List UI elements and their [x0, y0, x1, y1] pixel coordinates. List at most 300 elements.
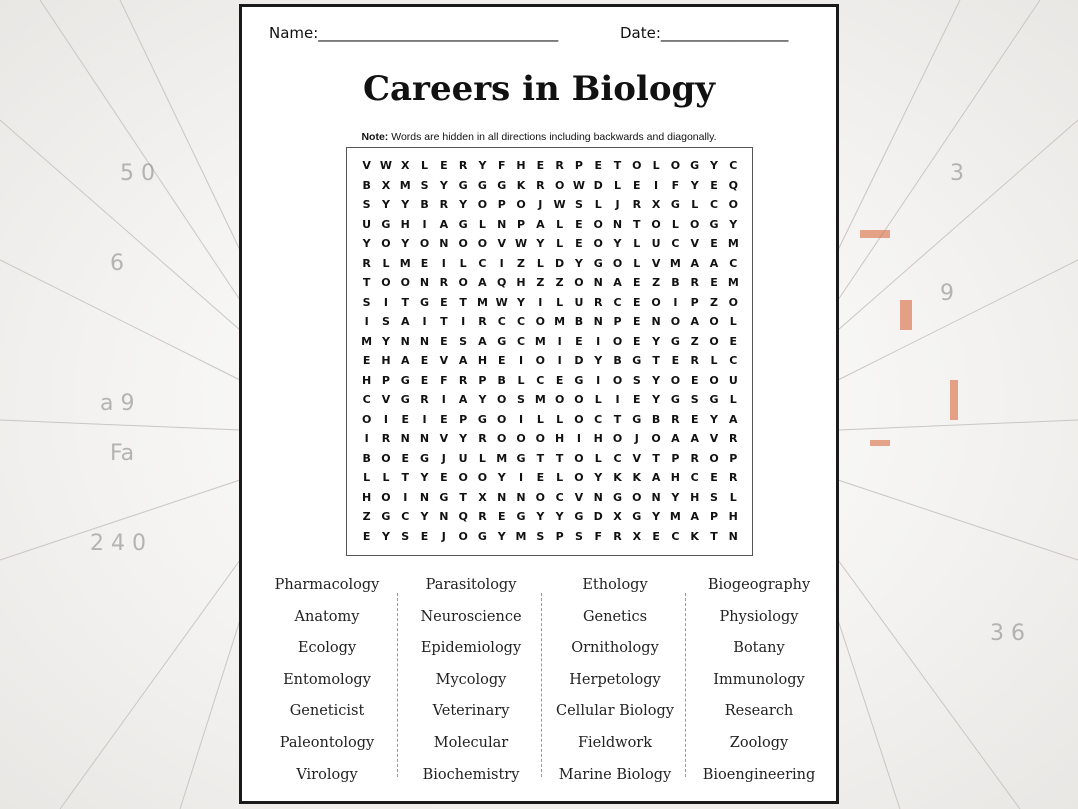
grid-letter[interactable]: O [612, 256, 623, 270]
grid-letter[interactable]: I [596, 334, 601, 348]
grid-letter[interactable]: R [555, 159, 564, 172]
grid-letter[interactable]: R [690, 451, 699, 465]
grid-letter[interactable]: M [476, 295, 488, 309]
grid-letter[interactable]: X [632, 529, 642, 543]
grid-letter[interactable]: M [669, 510, 681, 523]
grid-letter[interactable]: X [478, 490, 487, 504]
grid-letter[interactable]: N [400, 432, 410, 445]
grid-letter[interactable]: Y [594, 354, 603, 367]
grid-letter[interactable]: Z [536, 276, 545, 289]
grid-letter[interactable]: A [690, 432, 699, 445]
grid-letter[interactable]: I [518, 471, 524, 484]
grid-letter[interactable]: O [574, 451, 584, 465]
grid-letter[interactable]: P [709, 510, 719, 523]
grid-letter[interactable]: W [553, 198, 566, 211]
grid-letter[interactable]: M [534, 334, 546, 348]
grid-letter[interactable]: C [401, 510, 410, 523]
grid-letter[interactable]: G [612, 490, 623, 504]
grid-letter[interactable]: A [709, 256, 719, 270]
grid-letter[interactable]: B [651, 412, 661, 426]
grid-letter[interactable]: K [632, 471, 642, 484]
grid-letter[interactable]: Y [420, 471, 429, 484]
grid-letter[interactable]: O [419, 237, 430, 250]
grid-letter[interactable]: J [441, 451, 446, 465]
grid-letter[interactable]: L [556, 217, 564, 231]
grid-letter[interactable]: E [671, 354, 680, 367]
grid-letter[interactable]: S [517, 393, 525, 406]
grid-letter[interactable]: O [458, 276, 468, 289]
grid-letter[interactable]: C [729, 354, 738, 367]
grid-letter[interactable]: V [362, 159, 371, 172]
grid-letter[interactable]: Y [729, 217, 738, 231]
grid-letter[interactable]: K [690, 529, 699, 543]
grid-letter[interactable]: S [710, 490, 718, 504]
grid-letter[interactable]: J [634, 432, 639, 445]
grid-letter[interactable]: O [690, 217, 700, 231]
grid-letter[interactable]: R [478, 432, 487, 445]
grid-letter[interactable]: S [574, 529, 583, 543]
grid-letter[interactable]: Z [517, 256, 526, 270]
grid-letter[interactable]: O [535, 315, 545, 328]
grid-letter[interactable]: T [536, 451, 545, 465]
grid-letter[interactable]: G [632, 412, 642, 426]
grid-letter[interactable]: L [691, 198, 699, 211]
grid-letter[interactable]: O [593, 217, 603, 231]
grid-letter[interactable]: N [497, 490, 507, 504]
grid-letter[interactable]: L [594, 393, 602, 406]
grid-letter[interactable]: T [613, 412, 622, 426]
grid-letter[interactable]: L [382, 471, 390, 484]
grid-letter[interactable]: L [556, 295, 564, 309]
grid-letter[interactable]: E [440, 334, 448, 348]
grid-letter[interactable]: I [383, 295, 388, 309]
grid-letter[interactable]: I [461, 315, 466, 328]
grid-letter[interactable]: E [575, 334, 583, 348]
grid-letter[interactable]: T [440, 315, 448, 328]
grid-letter[interactable]: G [516, 451, 526, 465]
grid-letter[interactable]: G [670, 393, 680, 406]
grid-letter[interactable]: R [420, 393, 429, 406]
grid-letter[interactable]: C [362, 393, 371, 406]
grid-letter[interactable]: I [557, 334, 562, 348]
grid-letter[interactable]: S [690, 393, 699, 406]
grid-letter[interactable]: N [439, 510, 449, 523]
grid-letter[interactable]: O [612, 334, 623, 348]
grid-letter[interactable]: A [478, 276, 487, 289]
grid-letter[interactable]: V [439, 354, 449, 367]
grid-letter[interactable]: H [690, 490, 700, 504]
grid-letter[interactable]: C [516, 334, 526, 348]
grid-letter[interactable]: A [536, 217, 545, 231]
grid-letter[interactable]: E [420, 529, 429, 543]
grid-letter[interactable]: E [440, 471, 448, 484]
grid-letter[interactable]: G [593, 256, 603, 270]
grid-letter[interactable]: I [518, 412, 524, 426]
grid-letter[interactable]: N [728, 529, 738, 543]
grid-letter[interactable]: P [690, 295, 699, 309]
grid-letter[interactable]: K [613, 471, 622, 484]
grid-letter[interactable]: N [419, 490, 430, 504]
grid-letter[interactable]: E [420, 256, 429, 270]
grid-letter[interactable]: R [593, 295, 603, 309]
grid-letter[interactable]: Y [671, 490, 680, 504]
grid-letter[interactable]: H [400, 217, 410, 231]
grid-letter[interactable]: Y [401, 198, 410, 211]
grid-letter[interactable]: F [594, 529, 602, 543]
grid-letter[interactable]: R [690, 276, 699, 289]
grid-letter[interactable]: R [729, 432, 738, 445]
grid-letter[interactable]: R [439, 276, 449, 289]
grid-letter[interactable]: L [594, 198, 602, 211]
grid-letter[interactable]: B [362, 451, 371, 465]
grid-letter[interactable]: A [690, 256, 699, 270]
grid-letter[interactable]: Y [574, 256, 583, 270]
grid-letter[interactable]: U [651, 237, 661, 250]
grid-letter[interactable]: R [613, 529, 622, 543]
grid-letter[interactable]: N [439, 237, 449, 250]
grid-letter[interactable]: I [422, 412, 427, 426]
grid-letter[interactable]: M [399, 178, 411, 192]
grid-letter[interactable]: L [729, 315, 737, 328]
grid-letter[interactable]: C [729, 256, 738, 270]
grid-letter[interactable]: Z [710, 295, 718, 309]
grid-letter[interactable]: G [477, 178, 487, 192]
grid-letter[interactable]: Q [497, 276, 507, 289]
grid-letter[interactable]: Y [362, 237, 371, 250]
grid-letter[interactable]: G [381, 510, 391, 523]
grid-letter[interactable]: G [477, 412, 487, 426]
grid-letter[interactable]: S [381, 315, 390, 328]
grid-letter[interactable]: H [593, 432, 603, 445]
grid-letter[interactable]: F [671, 178, 680, 192]
grid-letter[interactable]: R [671, 412, 680, 426]
grid-letter[interactable]: O [651, 295, 661, 309]
grid-letter[interactable]: P [497, 198, 506, 211]
grid-letter[interactable]: A [690, 315, 699, 328]
grid-letter[interactable]: E [633, 315, 641, 328]
grid-letter[interactable]: T [459, 490, 467, 504]
grid-letter[interactable]: C [594, 412, 603, 426]
grid-letter[interactable]: O [632, 159, 642, 172]
grid-letter[interactable]: C [671, 529, 680, 543]
grid-letter[interactable]: Y [401, 237, 410, 250]
grid-letter[interactable]: Y [652, 393, 661, 406]
grid-letter[interactable]: L [363, 471, 371, 484]
grid-letter[interactable]: I [615, 393, 620, 406]
grid-letter[interactable]: H [362, 490, 372, 504]
grid-letter[interactable]: X [613, 510, 622, 523]
grid-letter[interactable]: N [419, 432, 430, 445]
grid-letter[interactable]: W [379, 159, 393, 172]
grid-letter[interactable]: M [669, 256, 681, 270]
grid-letter[interactable]: O [574, 412, 584, 426]
grid-letter[interactable]: Y [594, 471, 603, 484]
grid-letter[interactable]: G [516, 510, 526, 523]
grid-letter[interactable]: V [632, 451, 642, 465]
grid-letter[interactable]: V [381, 393, 391, 406]
grid-letter[interactable]: T [555, 451, 564, 465]
grid-letter[interactable]: L [556, 412, 564, 426]
grid-letter[interactable]: E [710, 276, 718, 289]
grid-letter[interactable]: O [458, 237, 468, 250]
grid-letter[interactable]: Y [439, 178, 448, 192]
grid-letter[interactable]: P [555, 529, 564, 543]
grid-letter[interactable]: C [729, 159, 738, 172]
grid-letter[interactable]: Z [652, 276, 661, 289]
grid-letter[interactable]: G [420, 451, 430, 465]
grid-letter[interactable]: I [596, 373, 601, 387]
grid-letter[interactable]: E [440, 295, 448, 309]
grid-letter[interactable]: R [381, 432, 391, 445]
grid-letter[interactable]: R [362, 256, 371, 270]
grid-letter[interactable]: L [594, 451, 602, 465]
grid-letter[interactable]: I [364, 432, 369, 445]
grid-letter[interactable]: Y [613, 237, 622, 250]
grid-letter[interactable]: O [381, 451, 391, 465]
grid-letter[interactable]: E [420, 354, 429, 367]
grid-letter[interactable]: S [459, 334, 468, 348]
grid-letter[interactable]: X [381, 178, 391, 192]
grid-letter[interactable]: O [458, 529, 468, 543]
grid-letter[interactable]: Z [362, 510, 371, 523]
grid-letter[interactable]: N [612, 217, 623, 231]
grid-letter[interactable]: T [652, 451, 660, 465]
grid-letter[interactable]: D [555, 256, 565, 270]
grid-letter[interactable]: E [633, 178, 641, 192]
grid-letter[interactable]: A [613, 276, 622, 289]
grid-letter[interactable]: R [458, 159, 468, 172]
grid-letter[interactable]: Z [690, 334, 699, 348]
grid-letter[interactable]: F [440, 373, 448, 387]
grid-letter[interactable]: G [477, 529, 487, 543]
grid-letter[interactable]: G [497, 178, 507, 192]
grid-letter[interactable]: P [516, 217, 526, 231]
grid-letter[interactable]: H [728, 510, 738, 523]
grid-letter[interactable]: O [381, 490, 391, 504]
grid-letter[interactable]: G [670, 198, 680, 211]
grid-letter[interactable]: L [517, 373, 525, 387]
grid-letter[interactable]: T [710, 529, 718, 543]
grid-letter[interactable]: N [419, 276, 430, 289]
grid-letter[interactable]: Q [728, 178, 738, 192]
grid-letter[interactable]: G [690, 159, 700, 172]
grid-letter[interactable]: H [555, 432, 565, 445]
grid-letter[interactable]: O [497, 412, 507, 426]
grid-letter[interactable]: H [362, 373, 372, 387]
grid-letter[interactable]: W [572, 178, 585, 192]
grid-letter[interactable]: G [400, 393, 410, 406]
grid-letter[interactable]: T [362, 276, 371, 289]
grid-letter[interactable]: Y [459, 198, 468, 211]
grid-letter[interactable]: L [536, 256, 544, 270]
grid-letter[interactable]: C [671, 237, 680, 250]
grid-letter[interactable]: O [400, 276, 410, 289]
grid-letter[interactable]: O [632, 490, 642, 504]
grid-letter[interactable]: B [671, 276, 680, 289]
grid-letter[interactable]: O [612, 373, 623, 387]
grid-letter[interactable]: I [654, 178, 659, 192]
grid-letter[interactable]: O [709, 373, 719, 387]
grid-letter[interactable]: I [576, 432, 581, 445]
grid-letter[interactable]: N [400, 334, 410, 348]
grid-letter[interactable]: W [514, 237, 528, 250]
grid-letter[interactable]: E [690, 412, 699, 426]
grid-letter[interactable]: O [497, 432, 507, 445]
grid-letter[interactable]: A [690, 510, 699, 523]
grid-letter[interactable]: L [478, 451, 486, 465]
grid-letter[interactable]: E [652, 529, 660, 543]
grid-letter[interactable]: Y [536, 510, 545, 523]
grid-letter[interactable]: O [535, 490, 545, 504]
grid-letter[interactable]: Y [652, 510, 661, 523]
grid-letter[interactable]: C [709, 198, 719, 211]
grid-letter[interactable]: Y [497, 471, 506, 484]
grid-letter[interactable]: E [710, 471, 718, 484]
grid-letter[interactable]: M [554, 315, 566, 328]
grid-letter[interactable]: I [441, 393, 446, 406]
grid-letter[interactable]: L [710, 354, 718, 367]
grid-letter[interactable]: M [727, 276, 739, 289]
grid-letter[interactable]: R [439, 198, 449, 211]
grid-letter[interactable]: L [633, 237, 641, 250]
grid-letter[interactable]: I [383, 412, 388, 426]
grid-letter[interactable]: L [478, 217, 486, 231]
grid-letter[interactable]: G [709, 393, 719, 406]
grid-letter[interactable]: E [633, 276, 641, 289]
grid-letter[interactable]: L [729, 490, 737, 504]
grid-letter[interactable]: C [555, 490, 564, 504]
grid-letter[interactable]: E [575, 237, 583, 250]
grid-letter[interactable]: O [709, 451, 719, 465]
grid-letter[interactable]: N [651, 490, 661, 504]
grid-letter[interactable]: A [478, 334, 487, 348]
grid-letter[interactable]: J [441, 529, 446, 543]
grid-letter[interactable]: V [439, 432, 449, 445]
grid-letter[interactable]: E [497, 354, 506, 367]
grid-letter[interactable]: O [381, 276, 391, 289]
grid-letter[interactable]: O [728, 198, 738, 211]
grid-letter[interactable]: F [497, 159, 506, 172]
grid-letter[interactable]: O [497, 393, 507, 406]
grid-letter[interactable]: G [632, 354, 642, 367]
grid-letter[interactable]: C [478, 256, 487, 270]
grid-letter[interactable]: V [690, 237, 699, 250]
grid-letter[interactable]: E [362, 354, 371, 367]
grid-letter[interactable]: A [400, 354, 410, 367]
grid-letter[interactable]: E [633, 295, 641, 309]
grid-letter[interactable]: O [516, 432, 526, 445]
grid-letter[interactable]: O [728, 295, 738, 309]
grid-letter[interactable]: Y [652, 373, 661, 387]
grid-letter[interactable]: H [516, 159, 526, 172]
grid-letter[interactable]: P [574, 159, 583, 172]
grid-letter[interactable]: Y [710, 412, 718, 426]
grid-letter[interactable]: P [459, 412, 468, 426]
grid-letter[interactable]: M [515, 529, 527, 543]
grid-letter[interactable]: B [420, 198, 429, 211]
grid-letter[interactable]: O [477, 471, 488, 484]
grid-letter[interactable]: O [651, 217, 661, 231]
grid-letter[interactable]: B [613, 354, 622, 367]
grid-letter[interactable]: R [729, 471, 738, 484]
grid-letter[interactable]: H [477, 354, 488, 367]
grid-letter[interactable]: M [534, 393, 546, 406]
grid-letter[interactable]: L [652, 159, 660, 172]
grid-letter[interactable]: N [593, 490, 603, 504]
grid-letter[interactable]: E [690, 373, 699, 387]
grid-letter[interactable]: G [670, 334, 680, 348]
grid-letter[interactable]: N [497, 217, 507, 231]
grid-letter[interactable]: J [615, 198, 620, 211]
grid-letter[interactable]: L [421, 159, 429, 172]
grid-letter[interactable]: Q [458, 510, 468, 523]
grid-letter[interactable]: L [614, 178, 622, 192]
grid-letter[interactable]: O [670, 373, 681, 387]
grid-letter[interactable]: C [516, 315, 526, 328]
grid-letter[interactable]: K [516, 178, 526, 192]
grid-letter[interactable]: P [671, 451, 680, 465]
grid-letter[interactable]: E [594, 159, 602, 172]
grid-letter[interactable]: S [536, 529, 545, 543]
grid-letter[interactable]: I [673, 295, 678, 309]
grid-letter[interactable]: O [554, 393, 565, 406]
grid-letter[interactable]: A [458, 393, 468, 406]
grid-letter[interactable]: C [497, 315, 506, 328]
grid-letter[interactable]: R [458, 373, 468, 387]
grid-letter[interactable]: U [728, 373, 738, 387]
grid-letter[interactable]: G [574, 373, 584, 387]
grid-letter[interactable]: E [633, 334, 641, 348]
grid-letter[interactable]: Z [555, 276, 564, 289]
grid-letter[interactable]: T [401, 295, 409, 309]
grid-letter[interactable]: O [709, 315, 719, 328]
grid-letter[interactable]: I [518, 354, 524, 367]
grid-letter[interactable]: C [613, 295, 622, 309]
grid-letter[interactable]: S [632, 373, 641, 387]
grid-letter[interactable]: O [612, 432, 623, 445]
grid-letter[interactable]: G [458, 178, 468, 192]
grid-letter[interactable]: O [535, 432, 545, 445]
grid-letter[interactable]: O [516, 198, 526, 211]
grid-letter[interactable]: O [381, 237, 391, 250]
grid-letter[interactable]: Y [536, 237, 545, 250]
grid-letter[interactable]: Y [459, 432, 468, 445]
grid-letter[interactable]: V [574, 490, 584, 504]
grid-letter[interactable]: E [536, 159, 545, 172]
grid-letter[interactable]: U [574, 295, 584, 309]
grid-letter[interactable]: E [440, 159, 448, 172]
grid-letter[interactable]: S [401, 529, 410, 543]
grid-letter[interactable]: H [670, 471, 680, 484]
grid-letter[interactable]: M [399, 256, 411, 270]
grid-letter[interactable]: Y [478, 393, 487, 406]
grid-letter[interactable]: Y [381, 334, 390, 348]
grid-letter[interactable]: E [401, 451, 409, 465]
grid-letter[interactable]: I [499, 256, 504, 270]
grid-letter[interactable]: E [633, 393, 641, 406]
grid-letter[interactable]: Y [555, 510, 564, 523]
grid-letter[interactable]: O [458, 471, 468, 484]
grid-letter[interactable]: O [670, 159, 681, 172]
grid-letter[interactable]: B [497, 373, 506, 387]
grid-letter[interactable]: M [727, 237, 739, 250]
grid-letter[interactable]: Y [690, 178, 699, 192]
grid-letter[interactable]: T [613, 159, 622, 172]
grid-letter[interactable]: W [495, 295, 508, 309]
grid-letter[interactable]: V [651, 256, 661, 270]
grid-letter[interactable]: O [535, 354, 545, 367]
grid-letter[interactable]: C [690, 471, 699, 484]
